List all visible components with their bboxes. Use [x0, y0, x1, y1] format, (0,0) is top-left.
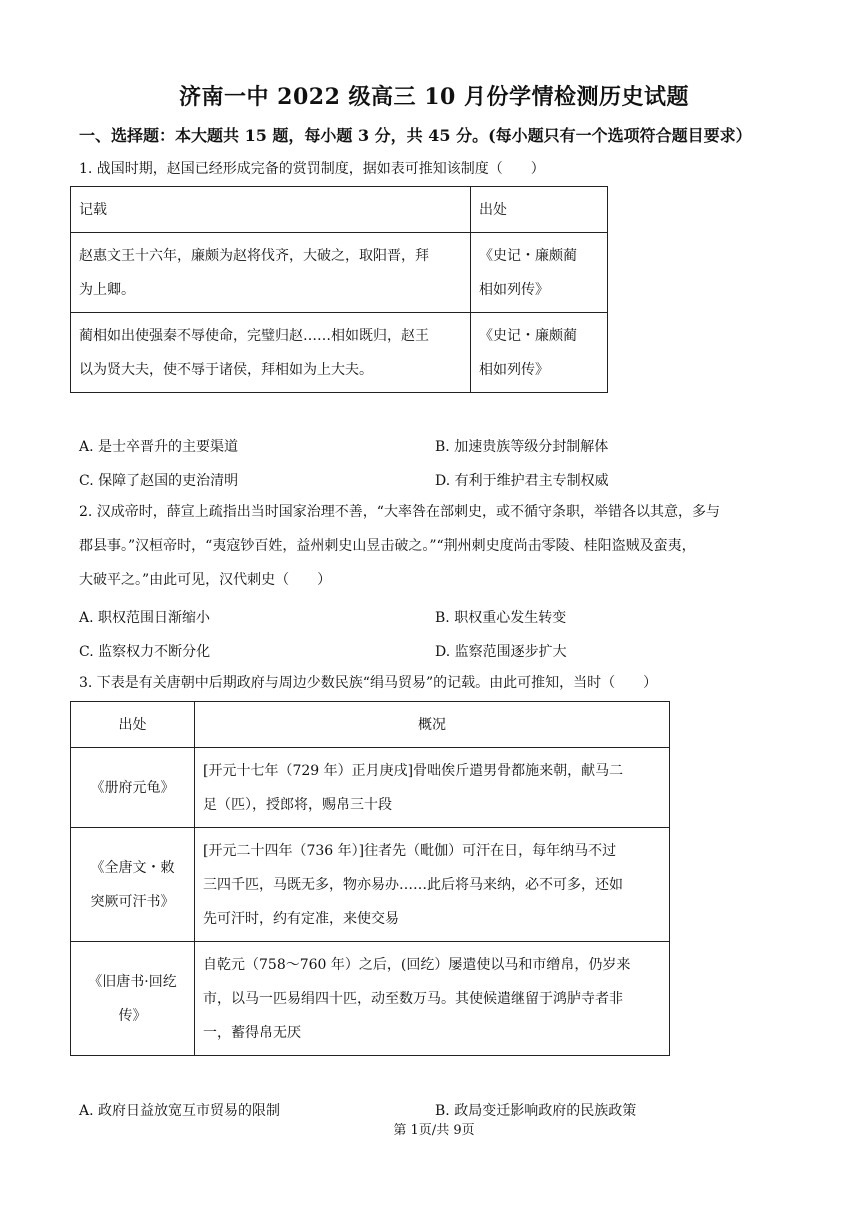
- table-cell-record: [71, 233, 471, 313]
- table-header-row: [71, 702, 670, 748]
- cell-line: 《旧唐书·回纥: [88, 973, 177, 990]
- question-1-table: [70, 186, 608, 393]
- cell-line: 足（匹），授郎将，赐帛三十段: [203, 796, 392, 813]
- q2-option-c[interactable]: C. 监察权力不断分化: [79, 644, 211, 660]
- table-cell-content: [195, 828, 670, 942]
- q1-option-d[interactable]: D. 有利于维护君主专制权威: [435, 473, 609, 489]
- cell-line: 自乾元（758～760 年）之后，(回纥）屡遣使以马和市缯帛，仍岁来: [203, 956, 631, 973]
- q2-option-b[interactable]: B. 职权重心发生转变: [435, 610, 567, 626]
- cell-line: 市，以马一匹易绢四十匹，动至数万马。其使候遣继留于鸿胪寺者非: [203, 990, 623, 1007]
- page-title: 济南一中 2022 级高三 10 月份学情检测历史试题: [179, 84, 689, 110]
- cell-line: 赵惠文王十六年，廉颇为赵将伐齐，大破之，取阳晋，拜: [79, 247, 429, 264]
- table-cell-source: [471, 313, 608, 393]
- table-header-source: 出处: [471, 187, 608, 233]
- question-2-line-1: 2. 汉成帝时，薛宣上疏指出当时国家治理不善，“大率咎在部刺史，或不循守条职，举错各以其意，多与: [79, 504, 720, 520]
- table-row: [71, 942, 670, 1056]
- table-cell-content: [195, 748, 670, 828]
- question-2-line-2: 郡县事。”汉桓帝时，“夷寇钞百姓，益州刺史山昱击破之。”“荆州刺史度尚击零陵、桂阳盗贼及蛮夷，: [79, 538, 696, 554]
- cell-line: 三四千匹，马既无多，物亦易办……此后将马来纳，必不可多，还如: [203, 876, 623, 893]
- table-cell-source: [71, 942, 195, 1056]
- q3-option-b[interactable]: B. 政局变迁影响政府的民族政策: [435, 1103, 637, 1119]
- table-cell-source: [71, 748, 195, 828]
- table-cell-record: [71, 313, 471, 393]
- cell-line: 传》: [118, 1007, 147, 1024]
- question-3-table: [70, 701, 670, 1056]
- table-header-source: 出处: [71, 702, 195, 748]
- table-row: [71, 828, 670, 942]
- cell-line: 相如列传》: [479, 281, 549, 298]
- question-2-line-3: 大破平之。”由此可见，汉代刺史（ ）: [79, 572, 332, 588]
- table-row: [71, 748, 670, 828]
- cell-line: 蔺相如出使强秦不辱使命，完璧归赵……相如既归，赵王: [79, 327, 429, 344]
- cell-line: 《册府元龟》: [90, 779, 175, 796]
- q1-option-c[interactable]: C. 保障了赵国的吏治清明: [79, 473, 239, 489]
- question-3-stem: 3. 下表是有关唐朝中后期政府与周边少数民族“绢马贸易”的记载。由此可推知，当时（ ）: [79, 675, 658, 691]
- q2-option-d[interactable]: D. 监察范围逐步扩大: [435, 644, 567, 660]
- table-cell-source: [471, 233, 608, 313]
- table-cell-content: [195, 942, 670, 1056]
- table-row: [71, 313, 608, 393]
- q1-option-b[interactable]: B. 加速贵族等级分封制解体: [435, 439, 609, 455]
- cell-line: 相如列传》: [479, 361, 549, 378]
- table-row: [71, 233, 608, 313]
- cell-line: 为上卿。: [79, 281, 135, 298]
- cell-line: 《史记・廉颇蔺: [479, 327, 577, 344]
- cell-line: 一，蓄得帛无厌: [203, 1024, 301, 1041]
- cell-line: 《全唐文・敕: [90, 859, 175, 876]
- cell-line: 先可汗时，约有定准，来使交易: [203, 910, 399, 927]
- page-footer: 第 1页/共 9页: [393, 1123, 475, 1138]
- table-header-content: 概况: [195, 702, 670, 748]
- q1-option-a[interactable]: A. 是士卒晋升的主要渠道: [79, 439, 239, 455]
- table-cell-source: [71, 828, 195, 942]
- cell-line: [开元十七年（729 年）正月庚戌]骨咄俟斤遣男骨都施来朝，献马二: [203, 762, 624, 779]
- cell-line: 《史记・廉颇蔺: [479, 247, 577, 264]
- cell-line: 突厥可汗书》: [90, 893, 175, 910]
- table-header-record: 记载: [71, 187, 471, 233]
- cell-line: 以为贤大夫，使不辱于诸侯，拜相如为上大夫。: [79, 361, 373, 378]
- section-heading: 一、选择题：本大题共 15 题，每小题 3 分，共 45 分。(每小题只有一个选项符合题目要求）: [79, 126, 752, 145]
- q3-option-a[interactable]: A. 政府日益放宽互市贸易的限制: [79, 1103, 281, 1119]
- q2-option-a[interactable]: A. 职权范围日渐缩小: [79, 610, 211, 626]
- question-1-stem: 1. 战国时期，赵国已经形成完备的赏罚制度，据如表可推知该制度（ ）: [79, 161, 545, 177]
- table-header-row: [71, 187, 608, 233]
- cell-line: [开元二十四年（736 年）]往者先（毗伽）可汗在日，每年纳马不过: [203, 842, 617, 859]
